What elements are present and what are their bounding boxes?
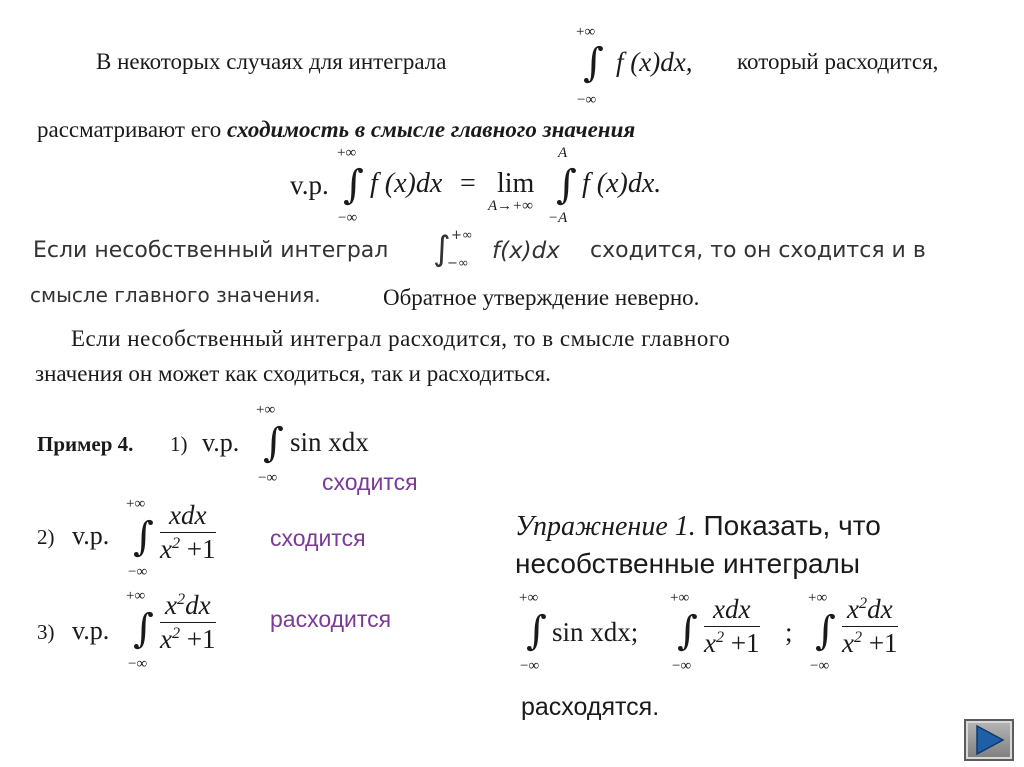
example3-integral-sign: ∫ <box>133 606 154 652</box>
example2-vp: v.p. <box>72 521 110 550</box>
example3-denominator: $x^2 +1$ <box>160 624 216 655</box>
example2-upper-limit: +∞ <box>126 496 146 512</box>
example3-vp: v.p. <box>72 616 110 645</box>
example2-numerator: xdx <box>169 500 207 530</box>
example1-vp: v.p. <box>202 428 240 457</box>
exercise-label: Упражнение 1. <box>515 511 696 542</box>
line1-integral-sign: ∫ <box>583 40 604 86</box>
example1-integrand: sin xdx <box>290 427 369 457</box>
vp-integrand: f (x)dx <box>370 168 443 199</box>
exercise-line1 <box>515 510 881 543</box>
exercise-separator: ; <box>785 617 793 647</box>
statement-upper-limit: +∞ <box>451 228 473 243</box>
play-triangle-icon <box>966 721 1012 759</box>
line2-emphasis: сходимость в смысле главного значения <box>227 117 636 142</box>
paragraph-line2: значения он может как сходиться, так и расходиться. <box>35 361 551 386</box>
vp-label: v.p. <box>290 170 329 200</box>
example2-fraction-bar <box>160 532 216 533</box>
example2-fraction <box>160 500 216 565</box>
exercise-int3-lower: −∞ <box>810 658 830 674</box>
line2-text <box>37 117 635 143</box>
exercise-int1-upper: +∞ <box>519 590 539 606</box>
exercise-int2-numerator: xdx <box>713 594 751 624</box>
vp-lim-sub: A→+∞ <box>488 198 533 214</box>
example3-upper-limit: +∞ <box>126 588 146 604</box>
line1-upper-limit: +∞ <box>576 24 596 40</box>
example1-integral-sign: ∫ <box>263 420 284 466</box>
exercise-int2-fraction <box>704 594 760 659</box>
example2-number: 2) <box>37 525 55 549</box>
statement-part1: Если несобственный интеграл <box>33 238 389 263</box>
statement-lower-limit: −∞ <box>447 256 469 271</box>
exercise-int2-sign: ∫ <box>677 608 698 654</box>
example1-lower-limit: −∞ <box>258 470 278 486</box>
exercise-int1: sin xdx; <box>552 617 639 647</box>
exercise-int3-denominator: $x^2 +1$ <box>842 628 898 659</box>
vp-lim: lim <box>497 168 535 199</box>
example2-denominator: $x^2 +1$ <box>160 534 216 565</box>
example2-verdict: сходится <box>270 525 366 551</box>
exercise-conclusion: расходятся. <box>521 693 660 721</box>
example1-number: 1) <box>170 432 188 456</box>
converse-text: Обратное утверждение неверно. <box>383 285 700 310</box>
line1-text: В некоторых случаях для интеграла <box>96 49 447 74</box>
exercise-int3-sign: ∫ <box>815 608 836 654</box>
example2-lower-limit: −∞ <box>128 564 148 580</box>
exercise-int3-upper: +∞ <box>808 590 828 606</box>
vp-lower-limit: −∞ <box>338 210 358 226</box>
line1-after: который расходится, <box>737 49 939 74</box>
exercise-int3-fraction <box>842 594 898 659</box>
example3-lower-limit: −∞ <box>128 656 148 672</box>
next-slide-button[interactable] <box>964 719 1014 761</box>
example3-fraction <box>160 590 216 655</box>
statement-integrand: f(x)dx <box>492 238 560 264</box>
line1-integrand: f (x)dx, <box>616 47 693 77</box>
example3-number: 3) <box>37 620 55 644</box>
example2-integral-sign: ∫ <box>133 514 154 560</box>
line2-prefix: рассматривают его <box>37 117 222 142</box>
exercise-line2: несобственные интегралы <box>515 548 861 579</box>
exercise-int3-bar <box>842 626 898 627</box>
statement-line2: смысле главного значения. <box>30 283 321 307</box>
example3-verdict: расходится <box>270 606 392 632</box>
vp-equals: = <box>460 168 476 199</box>
paragraph-line1: Если несобственный интеграл расходится, то в смысле главного <box>71 326 731 351</box>
exercise-int1-sign: ∫ <box>526 608 547 654</box>
vp-upper-limit-A: A <box>558 145 568 161</box>
exercise-int2-denominator: $x^2 +1$ <box>704 628 760 659</box>
exercise-text1: Показать, что <box>703 510 881 541</box>
statement-part2: сходится, то он сходится и в <box>590 238 926 263</box>
statement-integral-sign: ∫ <box>433 229 451 269</box>
exercise-int1-lower: −∞ <box>520 658 540 674</box>
vp-lower-limit-A: −A <box>548 210 568 226</box>
vp-integral-sign: ∫ <box>343 162 364 208</box>
example-label: Пример 4. <box>37 432 134 456</box>
vp-integral-sign-2: ∫ <box>556 162 577 208</box>
example3-numerator: $x^2dx$ <box>165 590 211 620</box>
exercise-int2-bar <box>704 626 760 627</box>
example1-verdict: сходится <box>322 469 418 495</box>
line1-lower-limit: −∞ <box>577 92 597 108</box>
exercise-int2-upper: +∞ <box>670 590 690 606</box>
example1-upper-limit: +∞ <box>256 402 276 418</box>
exercise-int3-numerator: $x^2dx$ <box>847 594 893 624</box>
vp-upper-limit: +∞ <box>337 145 357 161</box>
exercise-int2-lower: −∞ <box>672 658 692 674</box>
vp-integrand-2: f (x)dx. <box>582 168 662 199</box>
example3-fraction-bar <box>160 622 216 623</box>
